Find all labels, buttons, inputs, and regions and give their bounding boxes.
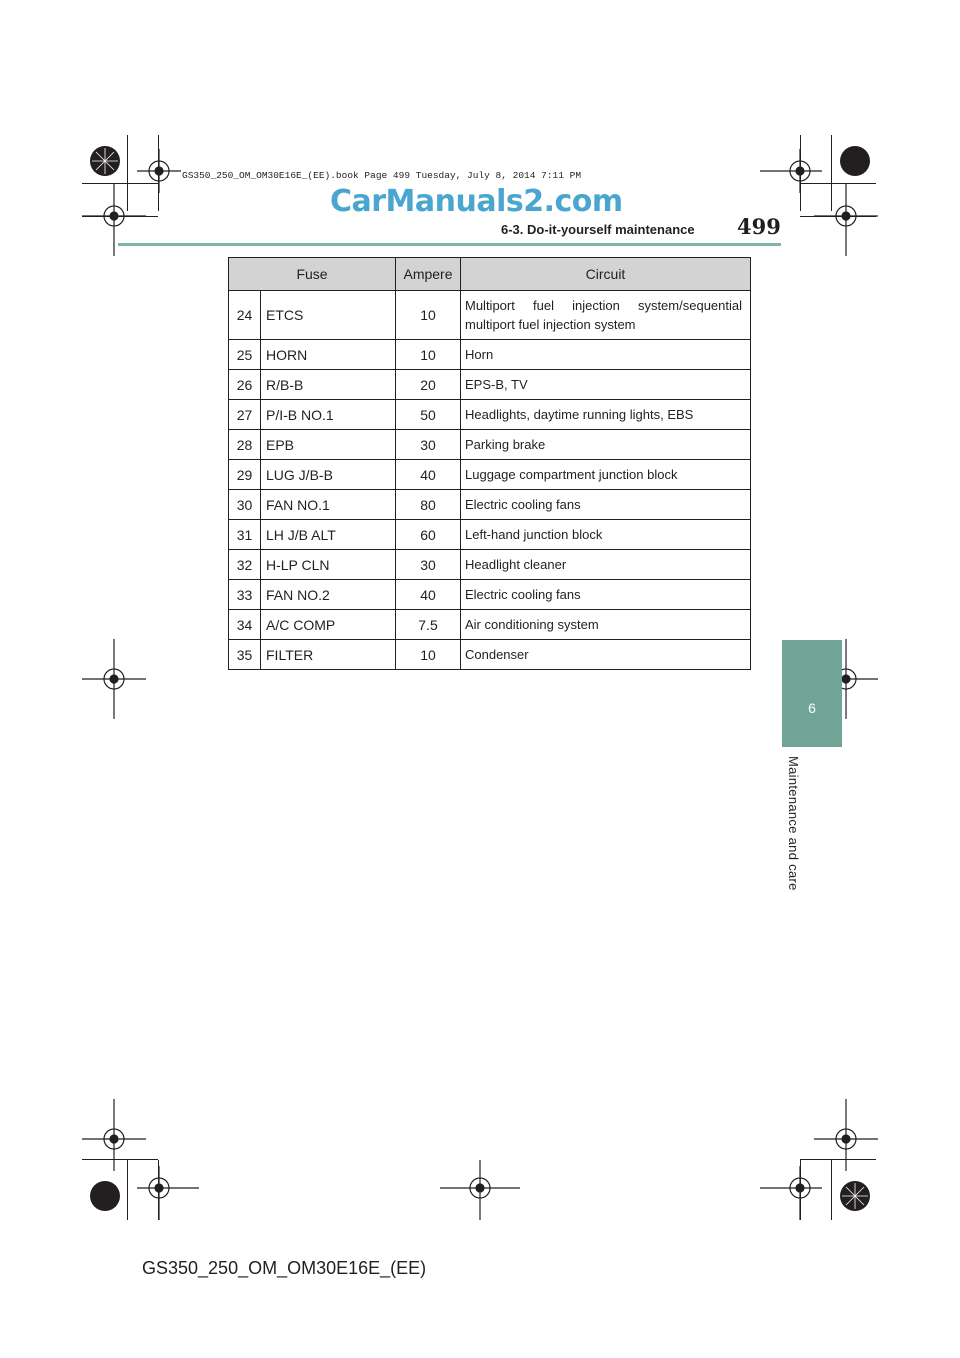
fuse-number: 25 bbox=[229, 340, 261, 370]
book-info: GS350_250_OM_OM30E16E_(EE).book Page 499 Tuesday, July 8, 2014 7:11 PM bbox=[182, 170, 582, 181]
fuse-circuit: Luggage compartment junction block bbox=[461, 460, 751, 490]
fuse-name: A/C COMP bbox=[261, 610, 396, 640]
table-header-row bbox=[229, 258, 751, 291]
fuse-name: LH J/B ALT bbox=[261, 520, 396, 550]
fuse-table bbox=[228, 257, 751, 670]
fuse-ampere: 30 bbox=[396, 430, 461, 460]
table-row bbox=[229, 610, 751, 640]
table-row bbox=[229, 460, 751, 490]
fuse-name: FAN NO.2 bbox=[261, 580, 396, 610]
fuse-number: 26 bbox=[229, 370, 261, 400]
fuse-circuit: Headlight cleaner bbox=[461, 550, 751, 580]
fuse-number: 34 bbox=[229, 610, 261, 640]
fuse-ampere: 40 bbox=[396, 580, 461, 610]
fuse-number: 33 bbox=[229, 580, 261, 610]
fuse-number: 32 bbox=[229, 550, 261, 580]
fuse-name: HORN bbox=[261, 340, 396, 370]
fuse-name: EPB bbox=[261, 430, 396, 460]
fuse-ampere: 30 bbox=[396, 550, 461, 580]
header-fuse: Fuse bbox=[229, 258, 396, 291]
fuse-ampere: 20 bbox=[396, 370, 461, 400]
table-row bbox=[229, 340, 751, 370]
fuse-circuit: Electric cooling fans bbox=[461, 580, 751, 610]
fuse-number: 31 bbox=[229, 520, 261, 550]
fuse-name: P/I-B NO.1 bbox=[261, 400, 396, 430]
fuse-ampere: 7.5 bbox=[396, 610, 461, 640]
fuse-name: LUG J/B-B bbox=[261, 460, 396, 490]
fuse-circuit: EPS-B, TV bbox=[461, 370, 751, 400]
section-title: 6-3. Do-it-yourself maintenance bbox=[501, 222, 695, 237]
fuse-ampere: 50 bbox=[396, 400, 461, 430]
fuse-circuit: Air conditioning system bbox=[461, 610, 751, 640]
fuse-number: 27 bbox=[229, 400, 261, 430]
fuse-name: ETCS bbox=[261, 291, 396, 340]
table-row bbox=[229, 640, 751, 670]
header-rule bbox=[118, 243, 781, 246]
table-row bbox=[229, 430, 751, 460]
fuse-circuit: Horn bbox=[461, 340, 751, 370]
page-number: 499 bbox=[737, 214, 781, 239]
fuse-circuit: Condenser bbox=[461, 640, 751, 670]
fuse-ampere: 40 bbox=[396, 460, 461, 490]
fuse-ampere: 10 bbox=[396, 640, 461, 670]
fuse-number: 30 bbox=[229, 490, 261, 520]
header-circuit: Circuit bbox=[461, 258, 751, 291]
table-row bbox=[229, 550, 751, 580]
fuse-number: 28 bbox=[229, 430, 261, 460]
fuse-name: H-LP CLN bbox=[261, 550, 396, 580]
fuse-circuit: Headlights, daytime running lights, EBS bbox=[461, 400, 751, 430]
chapter-number: 6 bbox=[808, 700, 816, 716]
fuse-circuit: Parking brake bbox=[461, 430, 751, 460]
fuse-number: 35 bbox=[229, 640, 261, 670]
fuse-number: 24 bbox=[229, 291, 261, 340]
chapter-tab bbox=[782, 640, 842, 747]
chapter-label: Maintenance and care bbox=[786, 756, 801, 891]
watermark: CarManuals2.com bbox=[330, 184, 623, 219]
fuse-circuit: Electric cooling fans bbox=[461, 490, 751, 520]
fuse-name: R/B-B bbox=[261, 370, 396, 400]
table-row bbox=[229, 580, 751, 610]
fuse-ampere: 80 bbox=[396, 490, 461, 520]
table-row bbox=[229, 520, 751, 550]
table-row bbox=[229, 370, 751, 400]
fuse-ampere: 60 bbox=[396, 520, 461, 550]
fuse-ampere: 10 bbox=[396, 340, 461, 370]
footer-model-code: GS350_250_OM_OM30E16E_(EE) bbox=[142, 1258, 427, 1278]
fuse-ampere: 10 bbox=[396, 291, 461, 340]
header-ampere: Ampere bbox=[396, 258, 461, 291]
fuse-circuit: Multiport fuel injection system/sequential multiport fuel injection system bbox=[461, 291, 751, 340]
fuse-number: 29 bbox=[229, 460, 261, 490]
table-row bbox=[229, 291, 751, 340]
fuse-name: FAN NO.1 bbox=[261, 490, 396, 520]
fuse-name: FILTER bbox=[261, 640, 396, 670]
fuse-circuit: Left-hand junction block bbox=[461, 520, 751, 550]
table-row bbox=[229, 490, 751, 520]
table-row bbox=[229, 400, 751, 430]
